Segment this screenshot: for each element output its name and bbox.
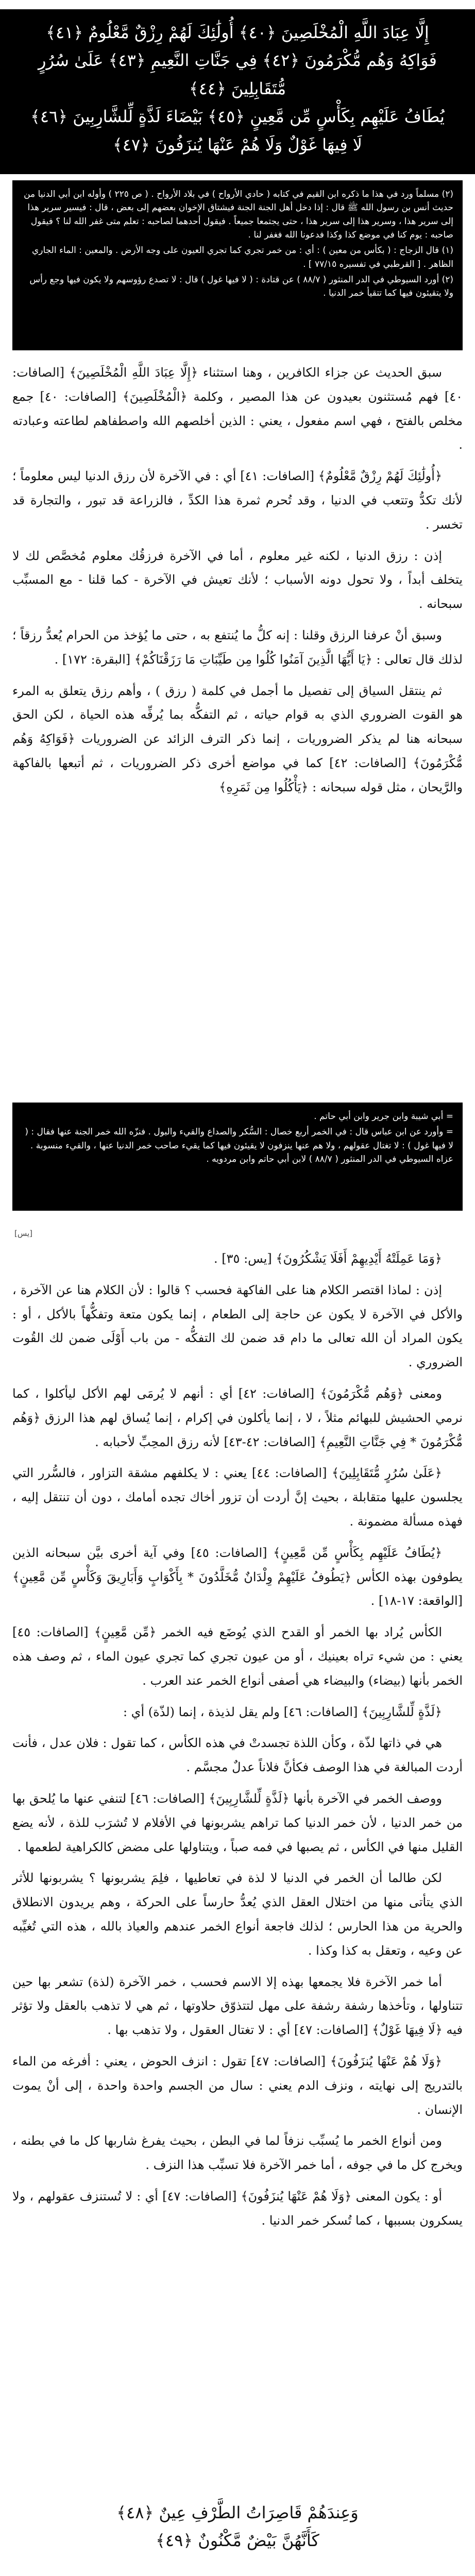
footnote: = وأورد عن ابن عباس قال : في الخمر أربع خصال : السُّكر والصداع والقيء والبول . فنزّه الله خمر الجنة عنها فقال : ( لا فيها غول ) : لا تغتال عقولهم ، ولا هم عنها ينزفون لا يقيئون فيها كما يقيء صاحب خمر الدنيا عنها ، والقيء منسوبة . عزاه السيوطي في الدر المنثور ( ٨٨/٧ ) لابن أبي حاتم وابن مردويه . xyxy=(25,1127,453,1165)
paragraph: سبق الحديث عن جزاء الكافرين ، وهنا استثناء ﴿إِلَّا عِبَادَ اللَّهِ الْمُخْلَصِينَ﴾ [الصافات: ٤٠] فهم مُستثنون بعيدون عن هذا المصير ، وكلمة ﴿الْمُخْلَصِينَ﴾ [الصافات: ٤٠] جمع مخلص بالفتح ، فهي اسم مفعول ، يعني : الذين أخلصهم الله واصطفاهم لطاعته وعبادته . xyxy=(12,365,463,452)
bottom-verses-block xyxy=(0,2499,475,2555)
paragraph: ﴿أُولَٰئِكَ لَهُمْ رِزْقٌ مَّعْلُومٌ﴾ [الصافات: ٤١] أي : في الآخرة لأن رزق الدنيا ليس معلوماً ؛ لأنك تكدُّ وتتعب في الدنيا ، وقد تُحرم ثمرة هذا الكدِّ ، فالزراعة قد تبور ، والتجارة قد تخسر . xyxy=(12,469,463,532)
paragraph: لكن طالما أن الخمر في الدنيا لا لذة في تعاطيها ، فلِمَ يشربونها ؟ يشربونها للأثر الذي يتأتى منها من اختلال العقل الذي يُعدُّ حارساً على الحركة ، وهم يريدون الانطلاق والحرية من هذا الحارس ؛ لذلك فاجعة أنواع الخمر عندهم والعياذ بالله ، هذه التي تُغيِّبه عن وعيه ، وتعقل به كذا وكذا . xyxy=(12,1871,463,1958)
footnote: = أبي شيبة وابن جرير وابن أبي حاتم . xyxy=(314,1111,453,1122)
commentary-section-2 xyxy=(12,1247,463,2473)
verse-line: يُطَافُ عَلَيْهِم بِكَأْسٍ مِّن مَّعِينٍ ﴿٤٥﴾ بَيْضَاءَ لَذَّةٍ لِّلشَّارِبِينَ ﴿٤٦﴾ xyxy=(30,107,445,127)
footnote: (١) قال الزجاج : ( بكأس من معين ) : أي : من خمر تجري كما تجري العيون على وجه الأرض . والمعين : الماء الجاري الظاهر . [ القرطبي في تفسيره ٧٧/١٥ ] . xyxy=(32,245,453,269)
verse-line: إِلَّا عِبَادَ اللَّهِ الْمُخْلَصِينَ ﴿٤٠﴾ أُولَٰئِكَ لَهُمْ رِزْقٌ مَّعْلُومٌ ﴿٤١﴾ xyxy=(46,23,429,42)
paragraph: ﴿وَلَا هُمْ عَنْهَا يُنزَفُونَ﴾ [الصافات: ٤٧] تقول : انزف الحوض ، يعني : أفرغه من الماء بالتدريج إلى نهايته ، ونزف الدم يعني : سال من الجسم واحدة واحدة ، إلى أنْ يموت الإنسان . xyxy=(12,2054,463,2117)
paragraph: إذن : لماذا اقتصر الكلام هنا على الفاكهة فحسب ؟ قالوا : لأن الكلام هنا عن الآخرة ، والأكل في الآخرة لا يكون عن حاجة إلى الطعام ، إنما يكون متعة وتفكُّهاً بالأكل ، أو : يكون المراد أن الله تعالى ما دام قد ضمن لك التفكُّه - من باب أَوْلَى ضمن لك القُوت الضروري . xyxy=(12,1282,463,1370)
paragraph: ثم ينتقل السياق إلى تفصيل ما أجمل في كلمة ( رزق ) ، وأهم رزق يتعلق به المرء هو القوت الضروري الذي به قوام حياته ، ثم التفكُّه بما يُرفِّه هذه الحياة ، لكن الحق سبحانه هنا لم يذكر الضروريات ، إنما ذكر الترف الزائد عن الضروريات ﴿فَوَاكِهُ وَهُم مُّكْرَمُونَ﴾ [الصافات: ٤٢] كما في مواضع أخرى ذكر الضروريات ، ثم أتبعها بالفاكهة والرَّيحان ، مثل قوله سبحانه : ﴿يَأْكُلُوا مِن ثَمَرِهِ﴾ xyxy=(12,683,463,794)
paragraph: هي في ذاتها لذّة ، وكأن اللذة تجسدتْ في هذه الكأس ، كما تقول : فلان عدل ، فأنت أردت المبالغة في هذا الوصف فكأنَّ فلاناً عدلٌ مجسَّم . xyxy=(12,1736,463,1775)
top-footnotes xyxy=(12,180,463,350)
paragraph: ﴿وَمَا عَمِلَتْهُ أَيْدِيهِمْ أَفَلَا يَشْكُرُونَ﴾ [يس: ٣٥] . xyxy=(214,1251,442,1266)
paragraph: إذن : رزق الدنيا ، لكنه غير معلوم ، أما في الآخرة فرزقُك معلوم مُخصَّص لك لا يتخلف أبداً ، ولا تحول دونه الأسباب ؛ لأنك تعيش في الآخرة - كما قلنا - مع المسبِّب سبحانه . xyxy=(12,548,463,612)
verse-line: وَعِندَهُمْ قَاصِرَاتُ الطَّرْفِ عِينٌ ﴿٤٨﴾ xyxy=(116,2503,359,2522)
mid-footnotes xyxy=(12,1103,463,1211)
page-marker: [يس] xyxy=(14,1229,33,1238)
paragraph: أما خمر الآخرة فلا يجمعها بهذه إلا الاسم فحسب ، خمر الآخرة (لذة) تشعر بها حين تتناولها ، وتأخذها رشفة رشفة على مهل لتتذوّق حلاوتها ، ثم هي لا تذهب بالعقل ولا تؤثر فيه ﴿لَا فِيهَا غَوْلٌ﴾ [الصافات: ٤٧] أي : لا تغتال العقول ، ولا تذهب بها . xyxy=(12,1974,463,2038)
footnote: (٢) أورد السيوطي في الدر المنثور ( ٨٨/٧ ) عن قتادة : ( لا فيها غول ) قال : لا تصدع رؤوسهم ولا يكون فيها وجع رأس ولا يتقيئون فيها كما تتقيأ خمر الدنيا . xyxy=(29,275,453,299)
commentary-section-1 xyxy=(12,361,463,1082)
paragraph: ﴿لَذَّةٍ لِّلشَّارِبِينَ﴾ [الصافات: ٤٦] ولم يقل لذيذة ، إنما (لذّة) أي : xyxy=(123,1704,442,1719)
paragraph: وسبق أنْ عرفنا الرزق وقلنا : إنه كلُّ ما يُنتفع به ، حتى ما يُؤخذ من الحرام يُعدُّ رزقاً ؛ لذلك قال تعالى : ﴿يَا أَيُّهَا الَّذِينَ آمَنُوا كُلُوا مِن طَيِّبَاتِ مَا رَزَقْنَاكُمْ﴾ [البقرة: ١٧٢] . xyxy=(12,628,463,667)
footnote: (٢) مسلماً ورد في هذا ما ذكره ابن القيم في كتابه ( حادي الأرواح ) في بلاد الأرواح . ( ص ٢٢٥ ) وأوله ابن أبي الدنيا من حديث أنس بن رسول الله ﷺ قال : إذا دخل أهل الجنة الجنة فيشتاق الإخوان بعضهم إلى بعض ، قال : فيسير سرير هذا إلى سرير هذا ، وسرير هذا إلى سرير هذا ، حتى يجتمعا جميعاً . فيقول أحدهما لصاحبه : تعلم متى غفر الله لنا ؟ فيقول صاحبه : يوم كنا في موضع كذا وكذا فدعونا الله فغفر لنا . xyxy=(24,189,453,241)
paragraph: ومعنى ﴿وَهُم مُّكْرَمُونَ﴾ [الصافات: ٤٢] أي : أنهم لا يُرمَى لهم الأكل ليأكلوا ، كما نرمي الحشيش للبهائم مثلاً ، لا ، إنما يأكلون في إكرام ، إنما يُساق لهم هذا الرزق ﴿وَهُم مُّكْرَمُونَ * فِي جَنَّاتِ النَّعِيمِ﴾ [الصافات: ٤٢-٤٣] لأنه رزق المحِبِّ لأحبابه . xyxy=(12,1386,463,1449)
paragraph: ﴿عَلَىٰ سُرُرٍ مُّتَقَابِلِينَ﴾ [الصافات: ٤٤] يعني : لا يكلفهم مشقة التزاور ، فالسُّرر التي يجلسون عليها متقابلة ، بحيث إنَّ أردت أن تزور أخاك تجده أمامك ، دون أن تنتقل إليه ، فهذه مسألة مضمونة . xyxy=(12,1466,463,1529)
verse-line: كَأَنَّهُنَّ بَيْضٌ مَّكْنُونٌ ﴿٤٩﴾ xyxy=(156,2531,319,2551)
paragraph: أو : يكون المعنى ﴿وَلَا هُمْ عَنْهَا يُنزَفُونَ﴾ [الصافات: ٤٧] أي : لا تُستنزف عقولهم ، ولا يسكرون بسببها ، كما تُسكر خمر الدنيا . xyxy=(12,2189,463,2228)
verse-line: لَا فِيهَا غَوْلٌ وَلَا هُمْ عَنْهَا يُنزَفُونَ ﴿٤٧﴾ xyxy=(113,134,362,155)
top-verses-block xyxy=(0,9,475,174)
paragraph: ﴿يُطَافُ عَلَيْهِم بِكَأْسٍ مِّن مَّعِينٍ﴾ [الصافات: ٤٥] وفي آية أخرى بيَّن سبحانه الذين يطوفون بهذه الكأس ﴿يَطُوفُ عَلَيْهِمْ وِلْدَانٌ مُّخَلَّدُونَ * بِأَكْوَابٍ وَأَبَارِيقَ وَكَأْسٍ مِّن مَّعِينٍ﴾ [الواقعة: ١٧-١٨] . xyxy=(12,1545,463,1608)
verse-line: فَوَاكِهُ وَهُم مُّكْرَمُونَ ﴿٤٢﴾ فِي جَنَّاتِ النَّعِيمِ ﴿٤٣﴾ عَلَىٰ سُرُرٍ مُّتَقَابِلِينَ ﴿٤٤﴾ xyxy=(38,50,437,98)
paragraph: ومن أنواع الخمر ما يُسبِّب نزفاً لما في البطن ، بحيث يفرغ شاربها كل ما في بطنه ، ويخرج كل ما في جوفه ، أما خمر الآخرة فلا تسبِّب هذا النزف . xyxy=(12,2133,463,2173)
paragraph: الكأس يُراد بها الخمر أو القدح الذي يُوضَع فيه الخمر ﴿مِّن مَّعِينٍ﴾ [الصافات: ٤٥] يعني : من شيء تراه بعينيك ، أو من عيون تجري كما تجري عيون الماء ، ثم وصف هذه الخمر بأنها (بيضاء) والبيضاء هي أصفى أنواع الخمر عند العرب . xyxy=(12,1625,463,1688)
paragraph: ووصف الخمر في الآخرة بأنها ﴿لَذَّةٍ لِّلشَّارِبِينَ﴾ [الصافات: ٤٦] لتنفي عنها ما يُلحق بها من خمر الدنيا ، لأن خمر الدنيا كما تراهم يشربونها في الأفلام لا تُشرَب للذة ، لأنه يضع القليل منها في الكأس ، ثم يصبها في فمه صباً ، ويتناولها على مضض كالكراهية لطعمها . xyxy=(12,1791,463,1854)
